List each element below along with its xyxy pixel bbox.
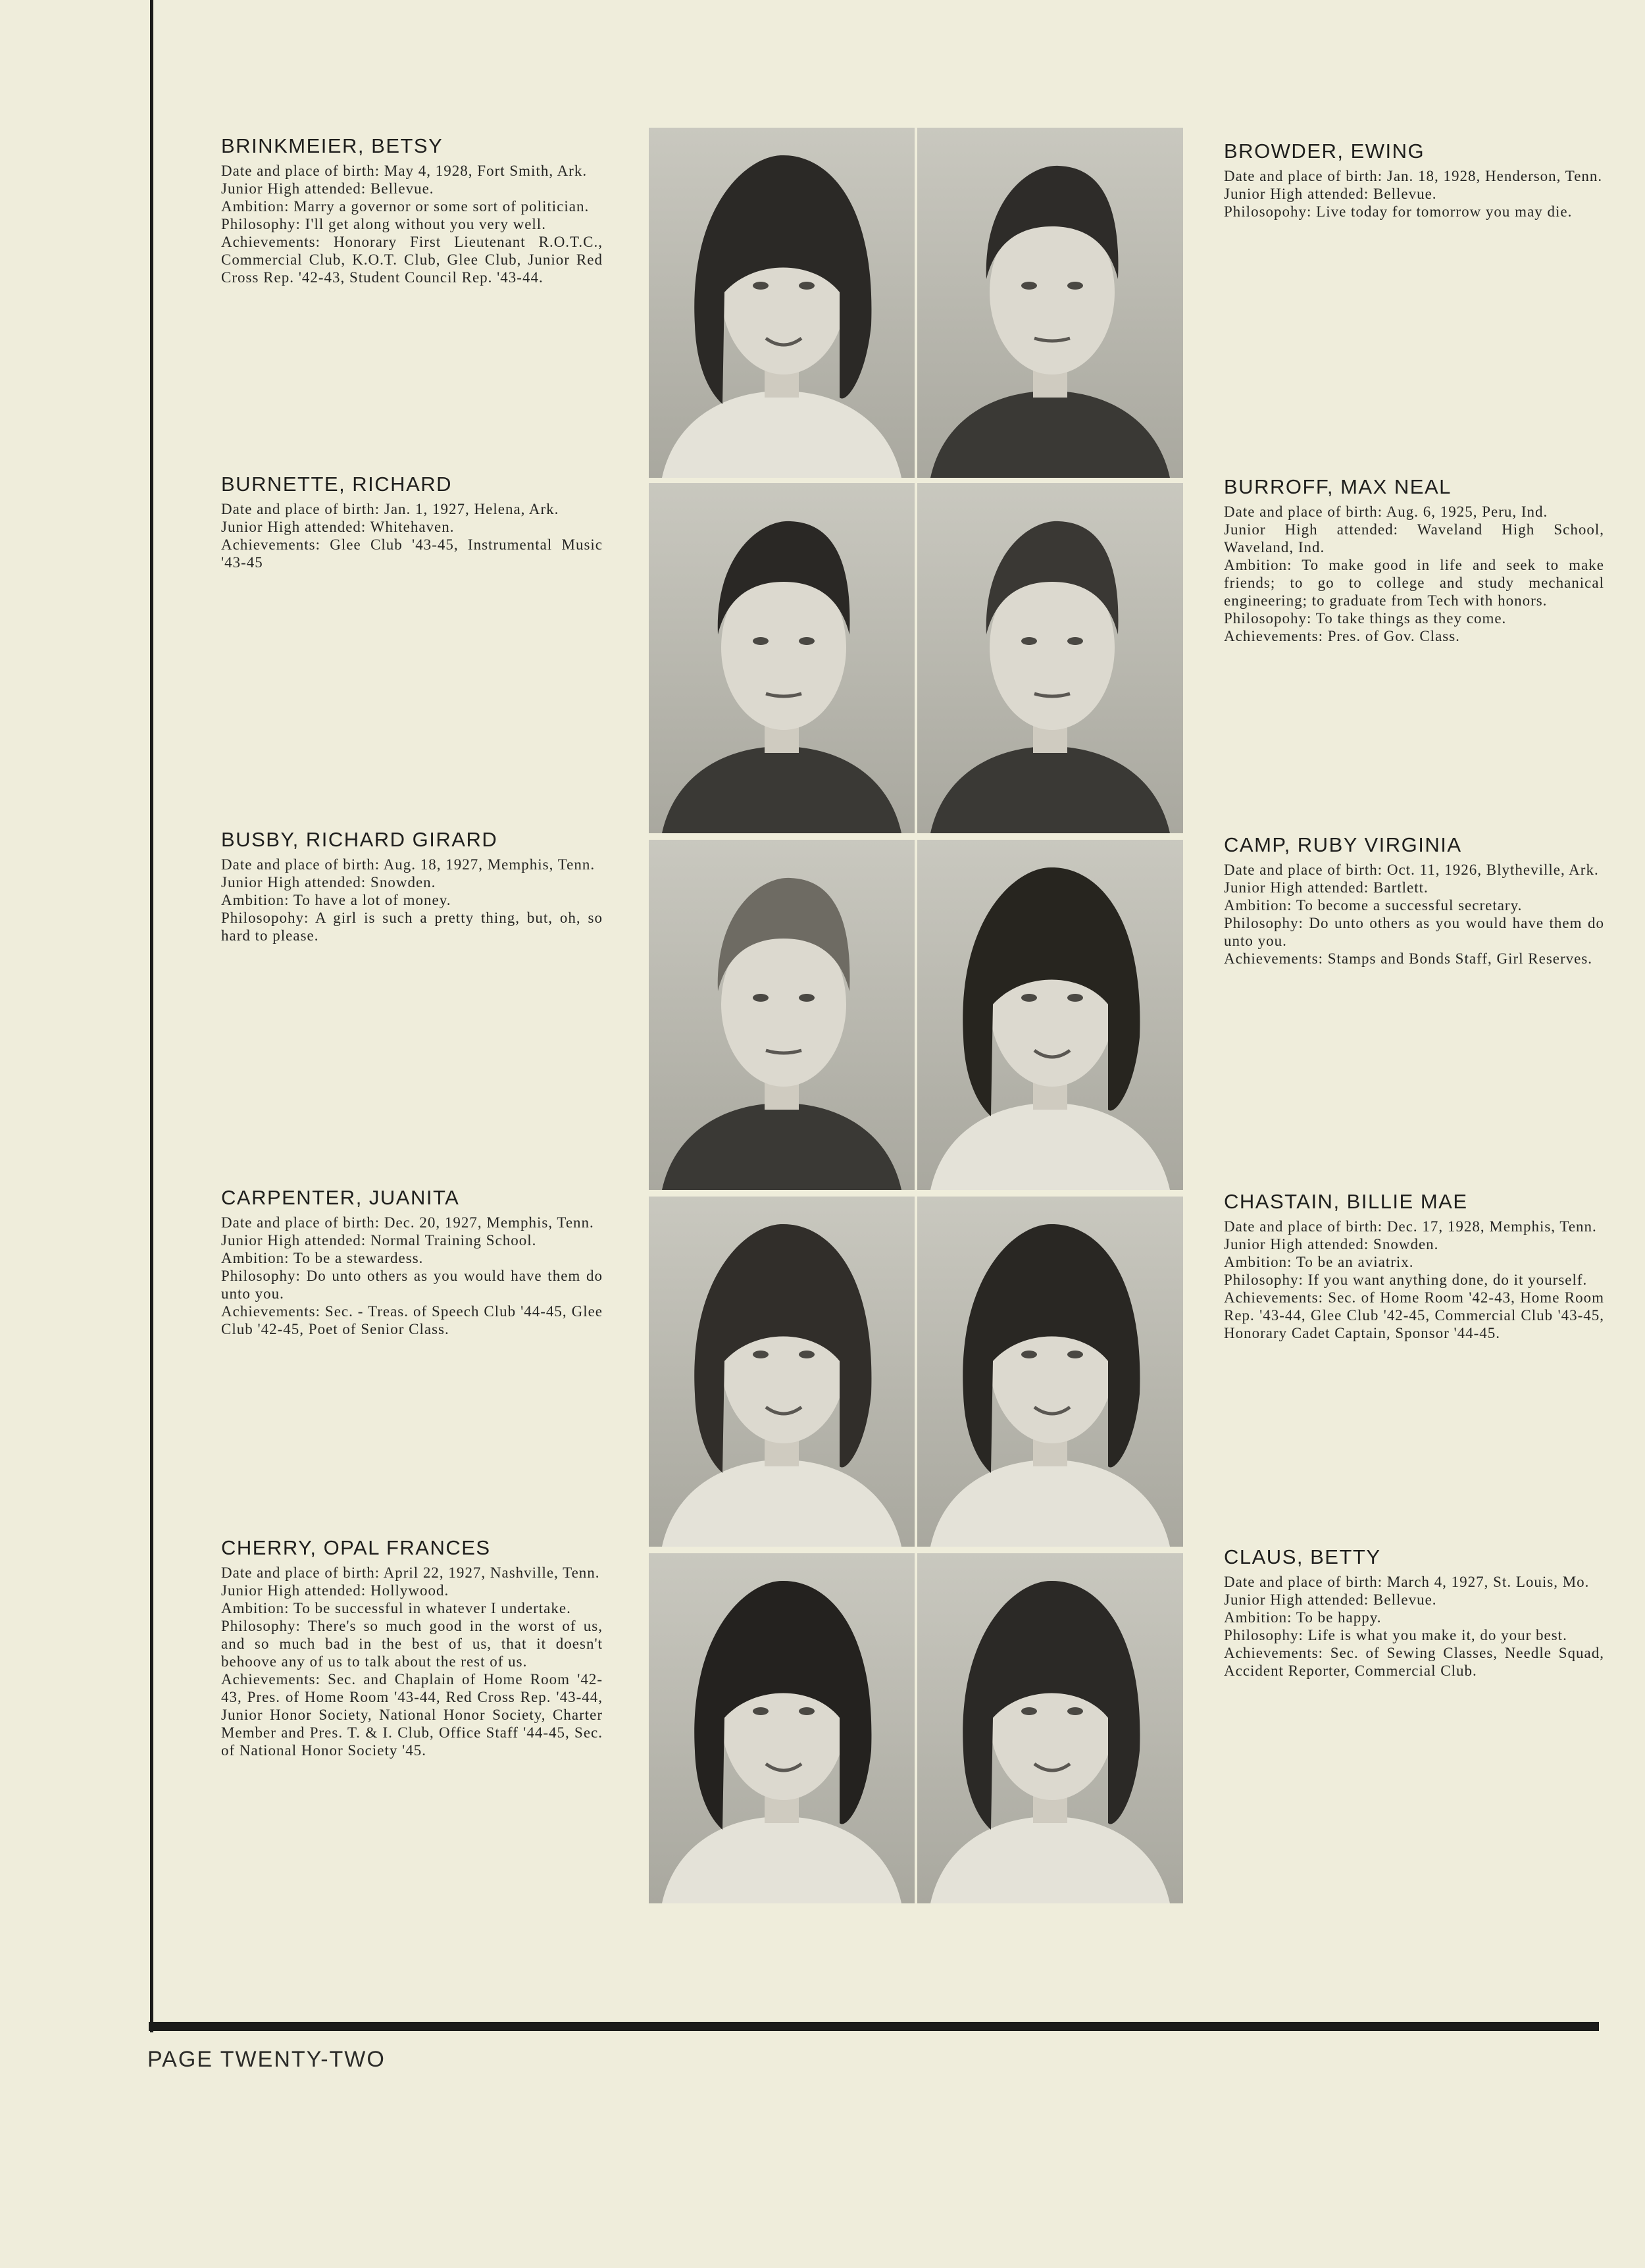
entry-birth: Date and place of birth: March 4, 1927, St. Louis, Mo. [1224,1574,1590,1590]
portrait-photo [649,840,915,1190]
entry-junior-high: Junior High attended: Normal Training School. [221,1232,537,1249]
bottom-rule [149,2022,1599,2031]
entry-philosophy: Philosopohy: A girl is such a pretty thing, but, oh, so hard to please. [221,910,603,944]
portrait-silhouette [917,483,1183,833]
portrait-photo [917,840,1183,1190]
student-entry-cherry [221,1536,603,1759]
entry-birth: Date and place of birth: April 22, 1927, Nashville, Tenn. [221,1564,600,1581]
portrait-photo [649,1197,915,1547]
portrait-photo [917,483,1183,833]
entry-junior-high: Junior High attended: Waveland High School, Waveland, Ind. [1224,521,1604,555]
entry-birth: Date and place of birth: Oct. 11, 1926, Blytheville, Ark. [1224,862,1599,878]
entry-birth: Date and place of birth: Jan. 18, 1928, Henderson, Tenn. [1224,168,1603,184]
portrait-photo [649,483,915,833]
entry-junior-high: Junior High attended: Snowden. [221,874,436,890]
portrait-photo [649,128,915,478]
student-name: CARPENTER, JUANITA [221,1186,460,1209]
entry-ambition: Ambition: To be an aviatrix. [1224,1254,1414,1270]
student-entry-chastain [1224,1190,1604,1342]
portrait-photo [917,1553,1183,1903]
student-entry-camp [1224,833,1604,967]
entry-achievements: Achievements: Sec. - Treas. of Speech Club '44-45, Glee Club '42-45, Poet of Senior Class. [221,1303,603,1337]
entry-birth: Date and place of birth: Jan. 1, 1927, Helena, Ark. [221,501,559,517]
entry-achievements: Achievements: Pres. of Gov. Class. [1224,628,1460,644]
entry-junior-high: Junior High attended: Whitehaven. [221,519,455,535]
portrait-silhouette [649,128,915,478]
entry-birth: Date and place of birth: Dec. 20, 1927, Memphis, Tenn. [221,1214,594,1231]
entry-philosophy: Philosophy: There's so much good in the worst of us, and so much bad in the best of us, that it doesn't behoove any of us to talk about the rest of us. [221,1618,603,1670]
student-name: CAMP, RUBY VIRGINIA [1224,833,1462,856]
entry-philosophy: Philosophy: Life is what you make it, do your best. [1224,1627,1567,1643]
entry-achievements: Achievements: Stamps and Bonds Staff, Girl Reserves. [1224,950,1593,967]
student-name: BURNETTE, RICHARD [221,473,453,496]
portrait-photo [917,1197,1183,1547]
portrait-silhouette [917,1197,1183,1547]
entry-junior-high: Junior High attended: Bellevue. [221,180,434,197]
entry-ambition: Ambition: To have a lot of money. [221,892,451,908]
entry-birth: Date and place of birth: Aug. 6, 1925, Peru, Ind. [1224,503,1548,520]
entry-birth: Date and place of birth: May 4, 1928, Fort Smith, Ark. [221,163,588,179]
portrait-photo [649,1553,915,1903]
entry-birth: Date and place of birth: Dec. 17, 1928, Memphis, Tenn. [1224,1218,1597,1235]
portrait-silhouette [649,483,915,833]
page-footer: PAGE TWENTY-TWO [147,2047,386,2072]
entry-achievements: Achievements: Sec. of Home Room '42-43, Home Room Rep. '43-44, Glee Club '42-45, Commercial Club '43-45, Honorary Cadet Captain, Sponsor '44-45. [1224,1289,1604,1341]
entry-ambition: Ambition: To be a stewardess. [221,1250,424,1266]
entry-philosophy: Philosophy: Do unto others as you would have them do unto you. [1224,915,1604,949]
entry-junior-high: Junior High attended: Bartlett. [1224,879,1429,896]
portrait-silhouette [649,1197,915,1547]
student-name: CHERRY, OPAL FRANCES [221,1536,491,1559]
entry-junior-high: Junior High attended: Bellevue. [1224,1591,1437,1608]
student-entry-burnette [221,473,603,571]
entry-philosophy: Philosopohy: Live today for tomorrow you may die. [1224,203,1573,220]
entry-philosophy: Philosophy: I'll get along without you very well. [221,216,546,232]
entry-ambition: Ambition: To make good in life and seek to make friends; to go to college and study mechanical engineering; to graduate from Tech with honors. [1224,557,1604,609]
entry-philosophy: Philosophy: If you want anything done, do it yourself. [1224,1272,1588,1288]
student-entry-browder [1224,140,1604,220]
entry-birth: Date and place of birth: Aug. 18, 1927, Memphis, Tenn. [221,856,595,873]
entry-achievements: Achievements: Sec. of Sewing Classes, Needle Squad, Accident Reporter, Commercial Club. [1224,1645,1604,1679]
student-name: BROWDER, EWING [1224,140,1425,163]
entry-junior-high: Junior High attended: Hollywood. [221,1582,449,1599]
portrait-silhouette [649,1553,915,1903]
entry-ambition: Ambition: To be successful in whatever I undertake. [221,1600,571,1616]
student-name: BUSBY, RICHARD GIRARD [221,828,498,851]
entry-achievements: Achievements: Sec. and Chaplain of Home Room '42-43, Pres. of Home Room '43-44, Red Cross Rep. '43-44, Junior Honor Society, National Honor Society, Charter Member and Pres. T. & I. Club, Office Staff '44-45, Sec. of National Honor Society '45. [221,1671,603,1759]
student-name: CHASTAIN, BILLIE MAE [1224,1190,1468,1213]
student-entry-claus [1224,1545,1604,1680]
student-entry-brinkmeier [221,134,603,286]
entry-ambition: Ambition: To become a successful secretary. [1224,897,1523,914]
entry-achievements: Achievements: Honorary First Lieutenant R.O.T.C., Commercial Club, K.O.T. Club, Glee Club, Junior Red Cross Rep. '42-43, Student Council Rep. '43-44. [221,234,603,286]
portrait-silhouette [917,840,1183,1190]
entry-philosophy: Philosophy: Do unto others as you would have them do unto you. [221,1268,603,1302]
entry-ambition: Ambition: Marry a governor or some sort of politician. [221,198,590,215]
portrait-silhouette [917,128,1183,478]
student-entry-carpenter [221,1186,603,1338]
portrait-silhouette [649,840,915,1190]
portrait-silhouette [917,1553,1183,1903]
student-entry-busby [221,828,603,944]
entry-philosophy: Philosopohy: To take things as they come. [1224,610,1507,627]
left-border-rule [150,0,153,2032]
entry-junior-high: Junior High attended: Bellevue. [1224,186,1437,202]
student-name: BRINKMEIER, BETSY [221,134,443,157]
student-name: BURROFF, MAX NEAL [1224,475,1452,498]
student-name: CLAUS, BETTY [1224,1545,1381,1568]
student-entry-burroff [1224,475,1604,645]
entry-junior-high: Junior High attended: Snowden. [1224,1236,1439,1252]
portrait-photo [917,128,1183,478]
entry-achievements: Achievements: Glee Club '43-45, Instrumental Music '43-45 [221,536,603,571]
entry-ambition: Ambition: To be happy. [1224,1609,1382,1626]
